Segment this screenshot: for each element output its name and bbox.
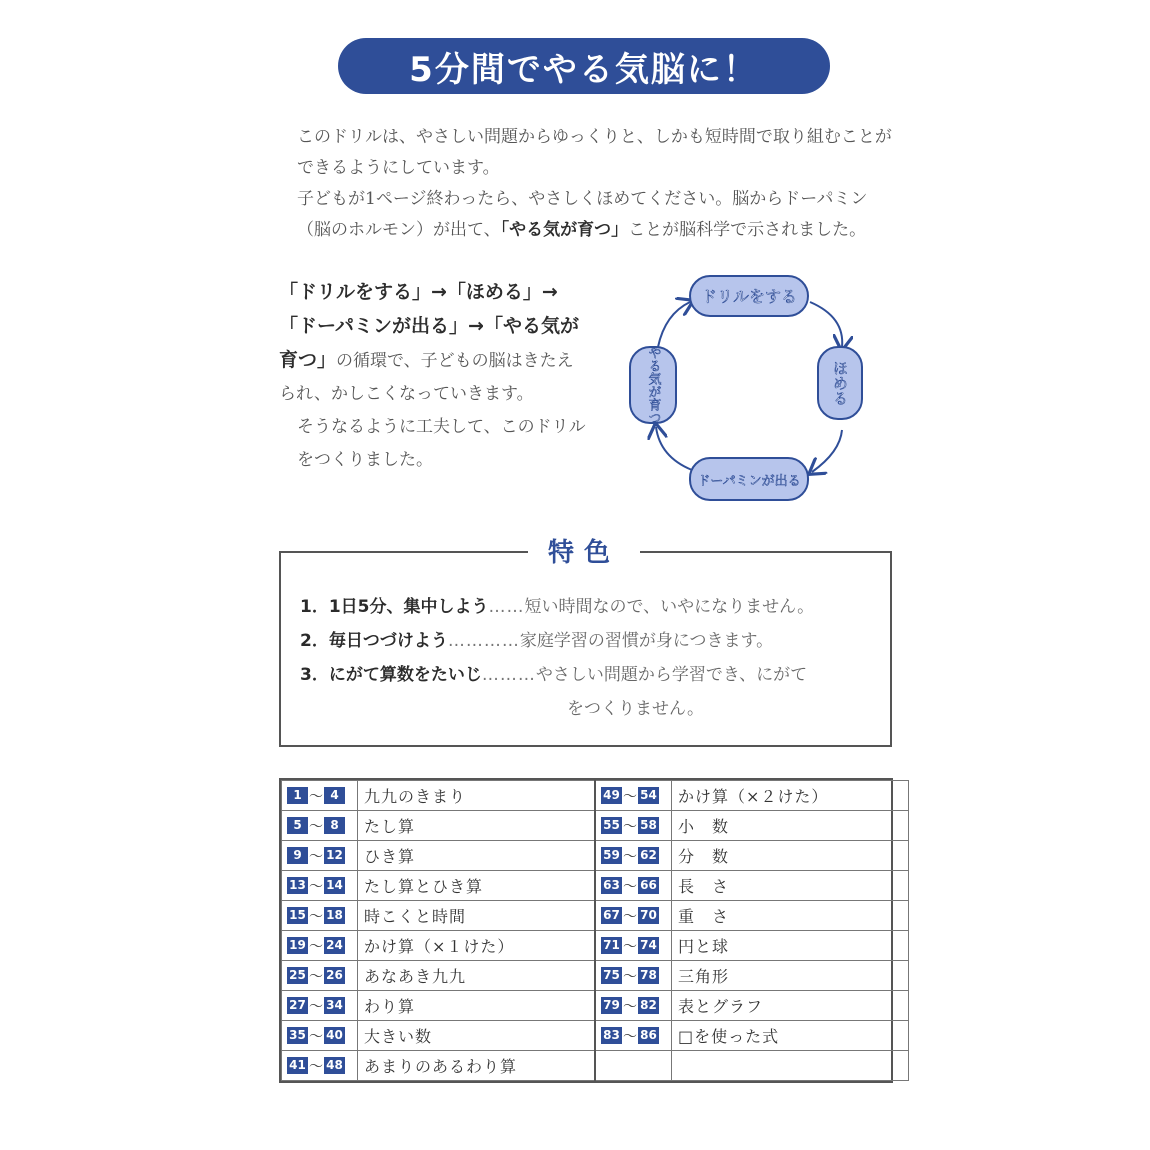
range-end-badge: 58 [638,817,659,834]
unit-range [282,781,358,811]
cycle-bold: 「ドリルをする」→「ほめる」→「ドーパミンが出る」→「やる気が育つ」 [279,281,579,371]
feature-desc: やさしい問題から学習でき、にがて [535,665,808,685]
unit-range [595,1051,672,1081]
unit-topic: たし算 [358,811,596,841]
range-end-badge: 4 [324,787,345,804]
range-tilde: 〜 [623,878,637,895]
range-start-badge: 83 [601,1027,622,1044]
feature-label: 3．にがて算数をたいじ [300,665,482,685]
node-dopamine-label: ドーパミンが出る [697,474,801,489]
unit-range [282,991,358,1021]
range-end-badge: 24 [324,937,345,954]
unit-range [595,931,672,961]
unit-range [595,901,672,931]
range-tilde: 〜 [309,788,323,805]
feature-dots: …… [488,597,525,617]
feature-item [300,626,773,651]
range-tilde: 〜 [623,998,637,1015]
unit-topic: 時こくと時間 [358,901,596,931]
unit-range [282,871,358,901]
unit-range [282,961,358,991]
table-row [282,931,909,961]
range-start-badge: 55 [601,817,622,834]
range-start-badge: 35 [287,1027,308,1044]
range-tilde: 〜 [309,968,323,985]
range-end-badge: 48 [324,1057,345,1074]
intro-p2-bold: 「やる気が育つ」 [500,220,629,240]
table-row [282,901,909,931]
intro-paragraph-1: このドリルは、やさしい問題からゆっくりと、しかも短時間で取り組むことができるようにしています。 [297,127,892,178]
range-start-badge: 49 [601,787,622,804]
unit-range [282,811,358,841]
cycle-rest: の循環で、子どもの脳はきたえられ、かしこくなっていきます。 [279,351,574,404]
feature-desc: 家庭学習の習慣が身につきます。 [519,631,774,651]
table-row [282,961,909,991]
range-start-badge: 25 [287,967,308,984]
unit-topic: 大きい数 [358,1021,596,1051]
unit-range [282,1051,358,1081]
unit-topic: □を使った式 [672,1021,909,1051]
feature-item [300,592,814,617]
range-start-badge: 75 [601,967,622,984]
range-start-badge: 5 [287,817,308,834]
range-end-badge: 40 [324,1027,345,1044]
node-praise-label: ほめる [831,360,849,406]
range-tilde: 〜 [309,1028,323,1045]
range-tilde: 〜 [309,998,323,1015]
intro-text [279,122,897,246]
range-start-badge: 79 [601,997,622,1014]
unit-topic [672,1051,909,1081]
range-tilde: 〜 [623,938,637,955]
range-tilde: 〜 [309,818,323,835]
unit-topic: あなあき九九 [358,961,596,991]
feature-label: 1．1日5分、集中しよう [300,597,489,617]
unit-range [595,781,672,811]
node-motivation-label: やる気が育つ [645,346,661,424]
intro-p2-a: 子どもが1ページ終わったら、やさしくほめてください。脳からドーパミン（脳のホルモン）が出て、 [297,189,868,240]
range-end-badge: 70 [638,907,659,924]
range-tilde: 〜 [623,788,637,805]
range-start-badge: 1 [287,787,308,804]
range-tilde: 〜 [309,878,323,895]
range-tilde: 〜 [309,908,323,925]
unit-topic: かけ算（×１けた） [358,931,596,961]
range-end-badge: 14 [324,877,345,894]
unit-range [595,811,672,841]
cycle-diagram [620,262,890,512]
range-start-badge: 27 [287,997,308,1014]
cycle-arrow [810,302,842,347]
unit-range [282,931,358,961]
unit-topic: ひき算 [358,841,596,871]
unit-range [595,991,672,1021]
unit-topic: わり算 [358,991,596,1021]
unit-range [282,1021,358,1051]
range-start-badge: 19 [287,937,308,954]
range-tilde: 〜 [623,818,637,835]
feature-desc: をつくりません。 [567,699,705,719]
range-tilde: 〜 [309,938,323,955]
cycle-explanation [279,276,589,477]
range-tilde: 〜 [309,1058,323,1075]
intro-paragraph-2 [279,184,897,246]
unit-topic: たし算とひき算 [358,871,596,901]
feature-item-continued [567,694,704,719]
range-start-badge: 9 [287,847,308,864]
page-title: 5分間でやる気脳に！ [338,38,830,94]
range-tilde: 〜 [623,1028,637,1045]
feature-dots: ……… [481,665,536,685]
range-tilde: 〜 [623,908,637,925]
range-start-badge: 13 [287,877,308,894]
range-end-badge: 8 [324,817,345,834]
cycle-arrow [658,302,690,347]
cycle-paragraph-2: そうなるように工夫して、このドリルをつくりました。 [297,417,586,470]
unit-topic: 九九のきまり [358,781,596,811]
unit-range [282,901,358,931]
unit-topic: あまりのあるわり算 [358,1051,596,1081]
unit-topic: 分 数 [672,841,909,871]
range-start-badge: 41 [287,1057,308,1074]
unit-topic: 円と球 [672,931,909,961]
table-row [282,1021,909,1051]
unit-topic: 表とグラフ [672,991,909,1021]
range-end-badge: 34 [324,997,345,1014]
feature-desc: 短い時間なので、いやになりません。 [524,597,815,617]
range-end-badge: 74 [638,937,659,954]
intro-p2-b: ことが脳科学で示されました。 [628,220,867,240]
range-end-badge: 62 [638,847,659,864]
contents-table [279,778,893,1083]
unit-topic: 重 さ [672,901,909,931]
range-end-badge: 66 [638,877,659,894]
feature-label: 2．毎日つづけよう [300,631,448,651]
unit-range [282,841,358,871]
feature-item [300,660,807,685]
features-title: 特色 [528,533,640,573]
table-row [282,841,909,871]
range-end-badge: 26 [324,967,345,984]
unit-range [595,871,672,901]
unit-topic: 長 さ [672,871,909,901]
range-tilde: 〜 [623,848,637,865]
table-row [282,811,909,841]
table-row [282,781,909,811]
table-row [282,1051,909,1081]
range-end-badge: 18 [324,907,345,924]
unit-topic: 小 数 [672,811,909,841]
unit-range [595,841,672,871]
unit-range [595,1021,672,1051]
range-end-badge: 78 [638,967,659,984]
range-start-badge: 63 [601,877,622,894]
range-end-badge: 12 [324,847,345,864]
cycle-arrow [656,427,692,470]
unit-topic: かけ算（×２けた） [672,781,909,811]
range-start-badge: 59 [601,847,622,864]
unit-range [595,961,672,991]
range-start-badge: 67 [601,907,622,924]
range-end-badge: 82 [638,997,659,1014]
range-end-badge: 54 [638,787,659,804]
node-drill-label: ドリルをする [700,287,798,306]
table-row [282,991,909,1021]
feature-dots: ………… [447,631,520,651]
cycle-arrow [812,430,842,472]
range-start-badge: 15 [287,907,308,924]
range-start-badge: 71 [601,937,622,954]
table-row [282,871,909,901]
range-tilde: 〜 [623,968,637,985]
cycle-paragraph [279,276,589,411]
unit-topic: 三角形 [672,961,909,991]
range-tilde: 〜 [309,848,323,865]
range-end-badge: 86 [638,1027,659,1044]
